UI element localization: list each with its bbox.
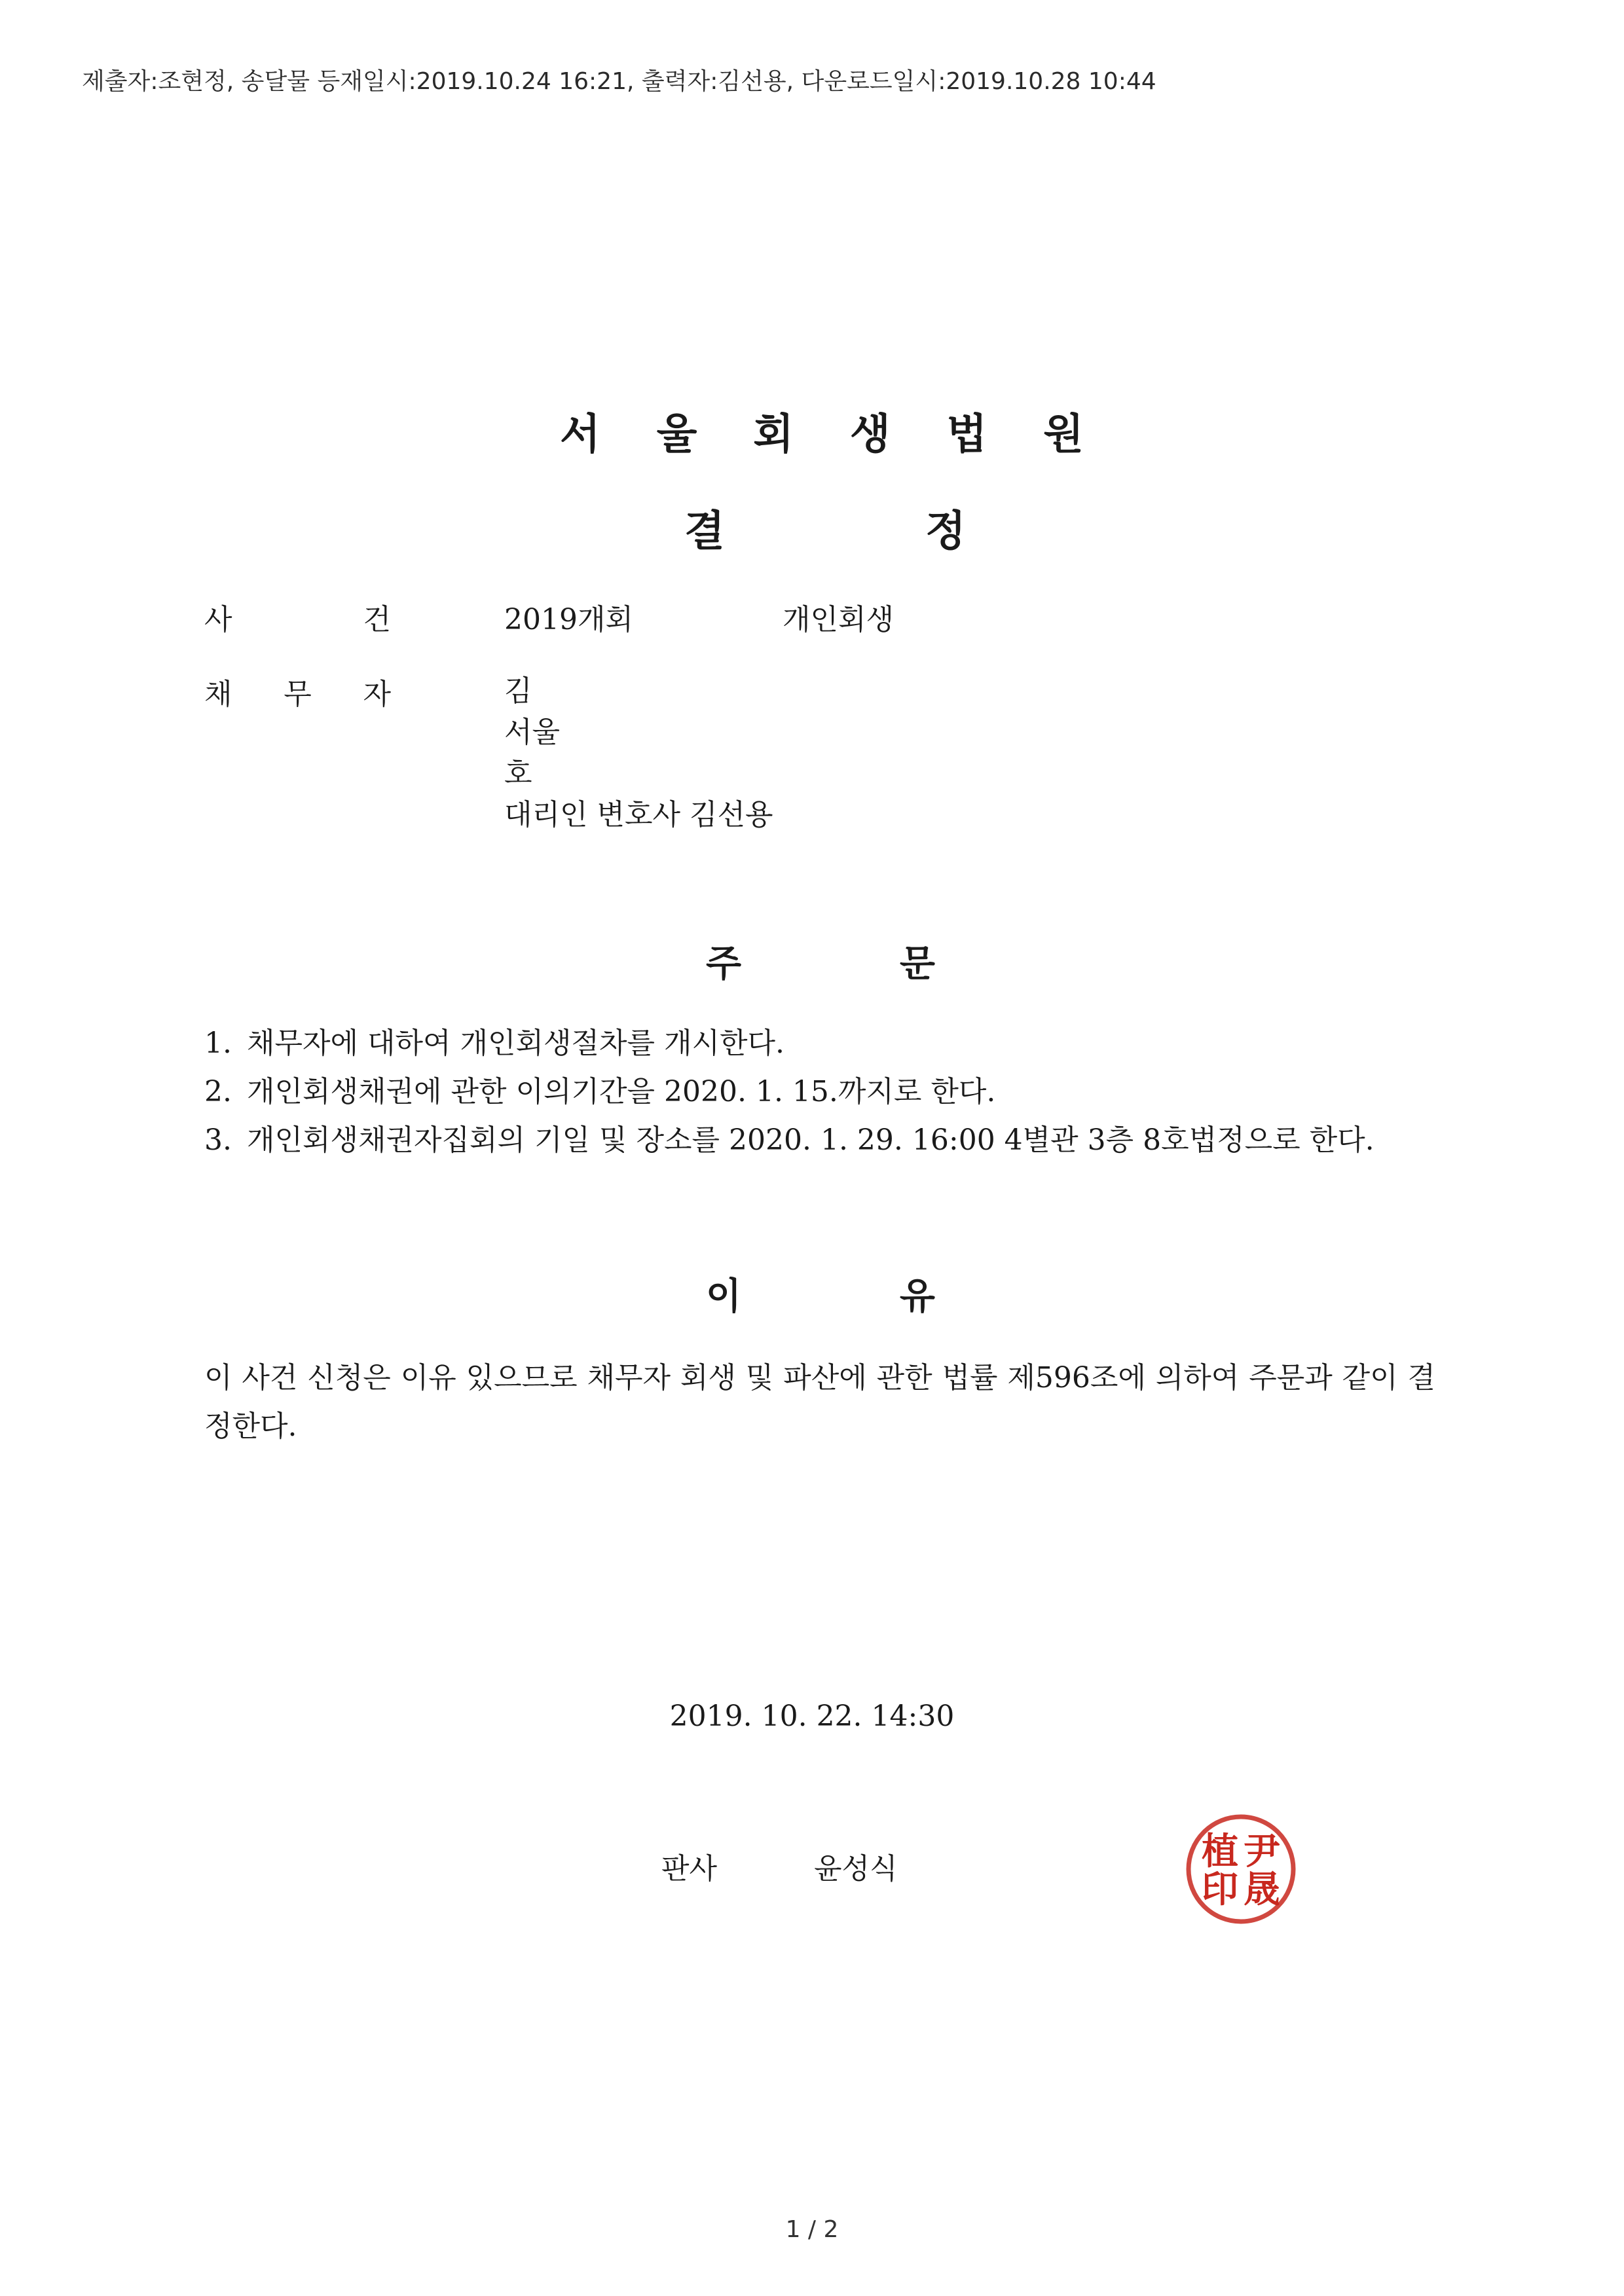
- judge-name: 윤성식: [814, 1852, 898, 1886]
- court-name-char: 원: [1043, 410, 1084, 459]
- reason-heading: [706, 1267, 935, 1320]
- title-char: 결: [684, 507, 725, 556]
- debtor-label-char: 무: [284, 678, 312, 711]
- seal-char: 植: [1202, 1830, 1238, 1873]
- order-text: 채무자에 대하여 개인회생절차를 개시한다.: [247, 1027, 785, 1060]
- court-name-char: 회: [753, 410, 794, 459]
- court-name: [560, 401, 1084, 461]
- case-label-char: 사: [204, 603, 232, 636]
- order-item: [204, 1019, 1435, 1068]
- title-char: 정: [925, 507, 966, 556]
- order-number: 1.: [204, 1027, 232, 1060]
- debtor-agent: 대리인 변호사 김선용: [504, 798, 773, 831]
- order-list: [204, 1019, 1435, 1165]
- order-item: [204, 1068, 1435, 1116]
- decision-date: 2019. 10. 22. 14:30: [669, 1700, 955, 1733]
- submission-info: 제출자:조현정, 송달물 등재일시:2019.10.24 16:21, 출력자:김선용, 다운로드일시:2019.10.28 10:44: [82, 68, 1156, 95]
- court-name-char: 울: [656, 410, 697, 459]
- debtor-details: [504, 670, 773, 835]
- seal-char: 晟: [1244, 1868, 1280, 1911]
- order-heading-char: 문: [899, 943, 935, 985]
- debtor-label-char: 자: [363, 678, 391, 711]
- reason-heading-char: 유: [899, 1275, 935, 1318]
- debtor-label: [204, 670, 391, 712]
- judge-title: 판사: [661, 1852, 718, 1886]
- debtor-name: 김: [504, 674, 532, 708]
- debtor-address-line1: 서울: [504, 716, 561, 749]
- document-title: [684, 498, 966, 558]
- page-number: 1 / 2: [785, 2216, 839, 2243]
- reason-heading-char: 이: [706, 1275, 742, 1318]
- reason-text: 이 사건 신청은 이유 있으므로 채무자 회생 및 파산에 관한 법률 제596조에 의하여 주문과 같이 결정한다.: [204, 1361, 1435, 1443]
- order-heading: [706, 935, 935, 987]
- court-name-char: 생: [849, 410, 891, 459]
- order-text: 개인회생채권에 관한 이의기간을 2020. 1. 15.까지로 한다.: [247, 1075, 996, 1108]
- order-text: 개인회생채권자집회의 기일 및 장소를 2020. 1. 29. 16:00 4별관 3층 8호법정으로 한다.: [247, 1123, 1375, 1157]
- case-type: 개인회생: [783, 603, 895, 636]
- judge-seal-stamp: [1182, 1810, 1300, 1928]
- seal-char: 印: [1202, 1868, 1238, 1911]
- debtor-address-line2: 호: [504, 757, 532, 790]
- case-label: [204, 596, 391, 638]
- debtor-label-char: 채: [204, 678, 232, 711]
- court-name-char: 법: [946, 410, 987, 459]
- order-item: [204, 1116, 1435, 1165]
- court-name-char: 서: [560, 410, 600, 459]
- case-number: 2019개회: [504, 603, 633, 636]
- case-label-char: 건: [363, 603, 391, 636]
- order-number: 3.: [204, 1123, 232, 1157]
- order-number: 2.: [204, 1075, 232, 1108]
- seal-char: 尹: [1244, 1830, 1280, 1873]
- order-heading-char: 주: [706, 943, 742, 985]
